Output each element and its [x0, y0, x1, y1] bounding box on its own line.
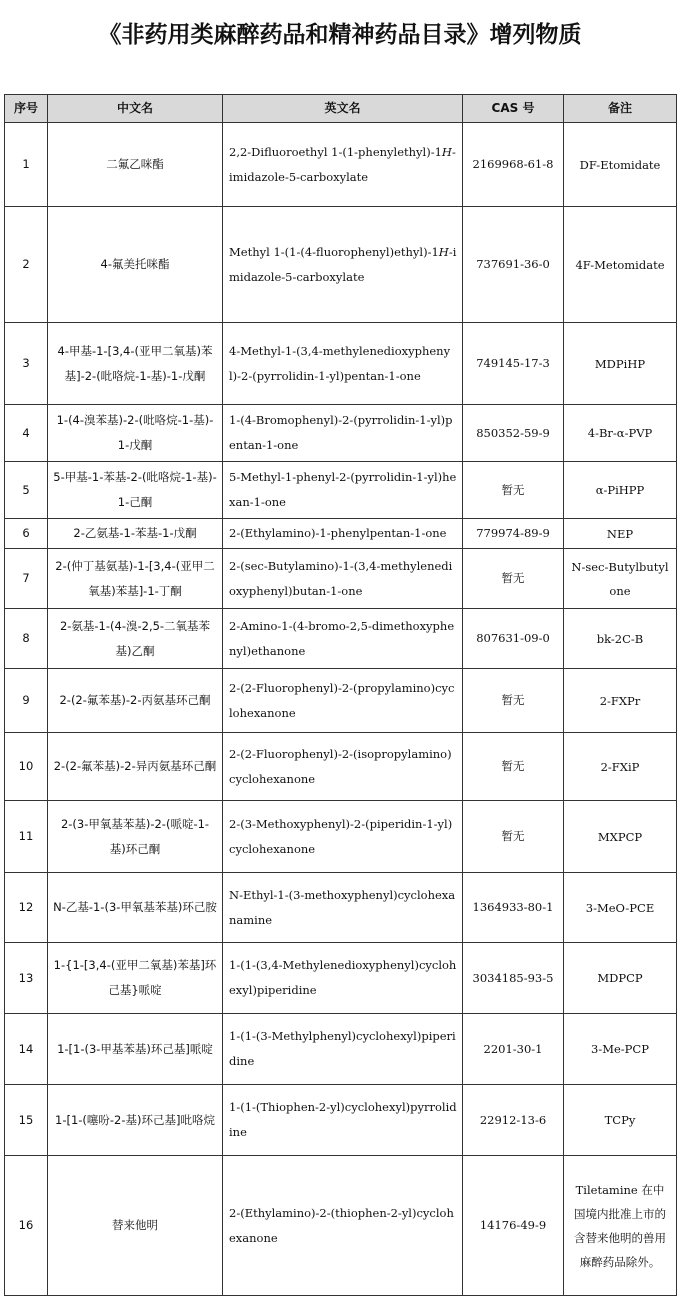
english-name-part: N-Ethyl-1-(3-methoxyphenyl)cyclohexanamine [229, 887, 456, 927]
cell-chinese-name: 2-氨基-1-(4-溴-2,5-二氧基苯基)乙酮 [48, 609, 223, 669]
cell-chinese-name: 替来他明 [48, 1156, 223, 1296]
table-row [5, 207, 677, 323]
substance-table [4, 94, 677, 1296]
cell-remarks: 3-Me-PCP [564, 1014, 677, 1085]
cell-serial-number: 7 [5, 549, 48, 609]
english-name-part: -imidazole-5-carboxylate [229, 244, 457, 284]
cell-chinese-name: 2-(仲丁基氨基)-1-[3,4-(亚甲二氧基)苯基]-1-丁酮 [48, 549, 223, 609]
cell-english-name [223, 462, 463, 519]
cell-english-name [223, 609, 463, 669]
table-row [5, 323, 677, 405]
cell-remarks: bk-2C-B [564, 609, 677, 669]
cell-serial-number: 10 [5, 733, 48, 801]
cell-english-name [223, 549, 463, 609]
header-serial-number: 序号 [5, 95, 48, 123]
cell-remarks: MXPCP [564, 801, 677, 873]
cell-remarks: 3-MeO-PCE [564, 873, 677, 943]
cell-chinese-name: 二氟乙咪酯 [48, 123, 223, 207]
table-row [5, 801, 677, 873]
english-name-part: 4-Methyl-1-(3,4-methylenedioxyphenyl)-2-(pyrrolidin-1-yl)pentan-1-one [229, 343, 451, 383]
cell-english-name [223, 1085, 463, 1156]
english-name-part: 2-(2-Fluorophenyl)-2-(isopropylamino)cyclohexanone [229, 746, 452, 786]
english-name-part: 2-(Ethylamino)-1-phenylpentan-1-one [229, 526, 447, 540]
cell-cas-number: 暂无 [463, 801, 564, 873]
cell-cas-number: 2169968-61-8 [463, 123, 564, 207]
cell-english-name [223, 801, 463, 873]
table-row [5, 1156, 677, 1296]
table-header-row [5, 95, 677, 123]
cell-remarks: MDPCP [564, 943, 677, 1014]
cell-english-name [223, 405, 463, 462]
cell-cas-number: 2201-30-1 [463, 1014, 564, 1085]
cell-serial-number: 1 [5, 123, 48, 207]
cell-remarks: MDPiHP [564, 323, 677, 405]
cell-chinese-name: 2-(2-氟苯基)-2-异丙氨基环己酮 [48, 733, 223, 801]
cell-english-name [223, 207, 463, 323]
cell-remarks: 4-Br-α-PVP [564, 405, 677, 462]
cell-chinese-name: 1-[1-(3-甲基苯基)环己基]哌啶 [48, 1014, 223, 1085]
cell-serial-number: 8 [5, 609, 48, 669]
english-name-part: 1-(1-(Thiophen-2-yl)cyclohexyl)pyrrolidine [229, 1100, 457, 1139]
cell-english-name [223, 733, 463, 801]
cell-english-name [223, 943, 463, 1014]
table-row [5, 462, 677, 519]
cell-remarks: 2-FXPr [564, 669, 677, 733]
table-row [5, 943, 677, 1014]
cell-chinese-name: 2-乙氨基-1-苯基-1-戊酮 [48, 519, 223, 549]
cell-cas-number: 暂无 [463, 733, 564, 801]
cell-chinese-name: 1-[1-(噻吩-2-基)环己基]吡咯烷 [48, 1085, 223, 1156]
cell-serial-number: 4 [5, 405, 48, 462]
cell-english-name [223, 519, 463, 549]
english-name-part: 1-(1-(3,4-Methylenedioxyphenyl)cyclohexyl)piperidine [229, 958, 457, 997]
cell-cas-number: 1364933-80-1 [463, 873, 564, 943]
english-name-part: 1-(1-(3-Methylphenyl)cyclohexyl)piperidine [229, 1029, 456, 1068]
cell-serial-number: 12 [5, 873, 48, 943]
cell-serial-number: 2 [5, 207, 48, 323]
cell-remarks: 2-FXiP [564, 733, 677, 801]
english-name-part: 2,2-Difluoroethyl 1-(1-phenylethyl)-1 [229, 144, 442, 159]
cell-cas-number: 779974-89-9 [463, 519, 564, 549]
english-name-italic-part: H [441, 144, 452, 159]
header-cas-number: CAS 号 [463, 95, 564, 123]
table-row [5, 873, 677, 943]
table-body [5, 123, 677, 1296]
cell-chinese-name: 1-(4-溴苯基)-2-(吡咯烷-1-基)-1-戊酮 [48, 405, 223, 462]
cell-cas-number: 850352-59-9 [463, 405, 564, 462]
english-name-part: -imidazole-5-carboxylate [229, 144, 456, 184]
english-name-part: 2-(sec-Butylamino)-1-(3,4-methylenedioxyphenyl)butan-1-one [229, 558, 453, 598]
cell-serial-number: 13 [5, 943, 48, 1014]
cell-chinese-name: 1-{1-[3,4-(亚甲二氧基)苯基]环己基}哌啶 [48, 943, 223, 1014]
table-row [5, 669, 677, 733]
cell-chinese-name: 2-(2-氟苯基)-2-丙氨基环己酮 [48, 669, 223, 733]
cell-cas-number: 749145-17-3 [463, 323, 564, 405]
cell-english-name [223, 123, 463, 207]
cell-serial-number: 15 [5, 1085, 48, 1156]
cell-cas-number: 737691-36-0 [463, 207, 564, 323]
table-row [5, 733, 677, 801]
cell-remarks: α-PiHPP [564, 462, 677, 519]
cell-serial-number: 14 [5, 1014, 48, 1085]
cell-english-name [223, 669, 463, 733]
cell-cas-number: 22912-13-6 [463, 1085, 564, 1156]
header-english-name: 英文名 [223, 95, 463, 123]
cell-remarks: NEP [564, 519, 677, 549]
cell-remarks: N-sec-Butylbutylone [564, 549, 677, 609]
english-name-part: 5-Methyl-1-phenyl-2-(pyrrolidin-1-yl)hexan-1-one [229, 470, 457, 509]
cell-chinese-name: 2-(3-甲氧基苯基)-2-(哌啶-1-基)环己酮 [48, 801, 223, 873]
header-remarks: 备注 [564, 95, 677, 123]
english-name-part: 2-(2-Fluorophenyl)-2-(propylamino)cyclohexanone [229, 680, 455, 720]
cell-cas-number: 暂无 [463, 462, 564, 519]
table-row [5, 1085, 677, 1156]
cell-chinese-name: N-乙基-1-(3-甲氧基苯基)环己胺 [48, 873, 223, 943]
english-name-part: 2-(3-Methoxyphenyl)-2-(piperidin-1-yl)cyclohexanone [229, 816, 453, 856]
table-row [5, 1014, 677, 1085]
cell-cas-number: 3034185-93-5 [463, 943, 564, 1014]
english-name-part: 2-(Ethylamino)-2-(thiophen-2-yl)cyclohexanone [229, 1205, 454, 1245]
header-chinese-name: 中文名 [48, 95, 223, 123]
cell-chinese-name: 5-甲基-1-苯基-2-(吡咯烷-1-基)-1-己酮 [48, 462, 223, 519]
table-row [5, 519, 677, 549]
cell-remarks: DF-Etomidate [564, 123, 677, 207]
cell-english-name [223, 323, 463, 405]
cell-serial-number: 16 [5, 1156, 48, 1296]
cell-serial-number: 3 [5, 323, 48, 405]
cell-english-name [223, 1014, 463, 1085]
english-name-italic-part: H [438, 244, 449, 259]
cell-serial-number: 9 [5, 669, 48, 733]
cell-cas-number: 807631-09-0 [463, 609, 564, 669]
cell-cas-number: 暂无 [463, 669, 564, 733]
cell-cas-number: 14176-49-9 [463, 1156, 564, 1296]
english-name-part: Methyl 1-(1-(4-fluorophenyl)ethyl)-1 [229, 244, 439, 259]
cell-serial-number: 11 [5, 801, 48, 873]
cell-cas-number: 暂无 [463, 549, 564, 609]
cell-english-name [223, 1156, 463, 1296]
table-row [5, 609, 677, 669]
page-title: 《非药用类麻醉药品和精神药品目录》增列物质 [98, 22, 582, 48]
english-name-part: 1-(4-Bromophenyl)-2-(pyrrolidin-1-yl)pentan-1-one [229, 413, 453, 452]
cell-chinese-name: 4-甲基-1-[3,4-(亚甲二氧基)苯基]-2-(吡咯烷-1-基)-1-戊酮 [48, 323, 223, 405]
cell-english-name [223, 873, 463, 943]
cell-serial-number: 6 [5, 519, 48, 549]
cell-chinese-name: 4-氟美托咪酯 [48, 207, 223, 323]
table-row [5, 549, 677, 609]
cell-remarks: TCPy [564, 1085, 677, 1156]
cell-serial-number: 5 [5, 462, 48, 519]
cell-remarks: Tiletamine 在中国境内批准上市的含替来他明的兽用麻醉药品除外。 [564, 1156, 677, 1296]
cell-remarks: 4F-Metomidate [564, 207, 677, 323]
english-name-part: 2-Amino-1-(4-bromo-2,5-dimethoxyphenyl)ethanone [229, 618, 455, 658]
table-row [5, 123, 677, 207]
table-row [5, 405, 677, 462]
